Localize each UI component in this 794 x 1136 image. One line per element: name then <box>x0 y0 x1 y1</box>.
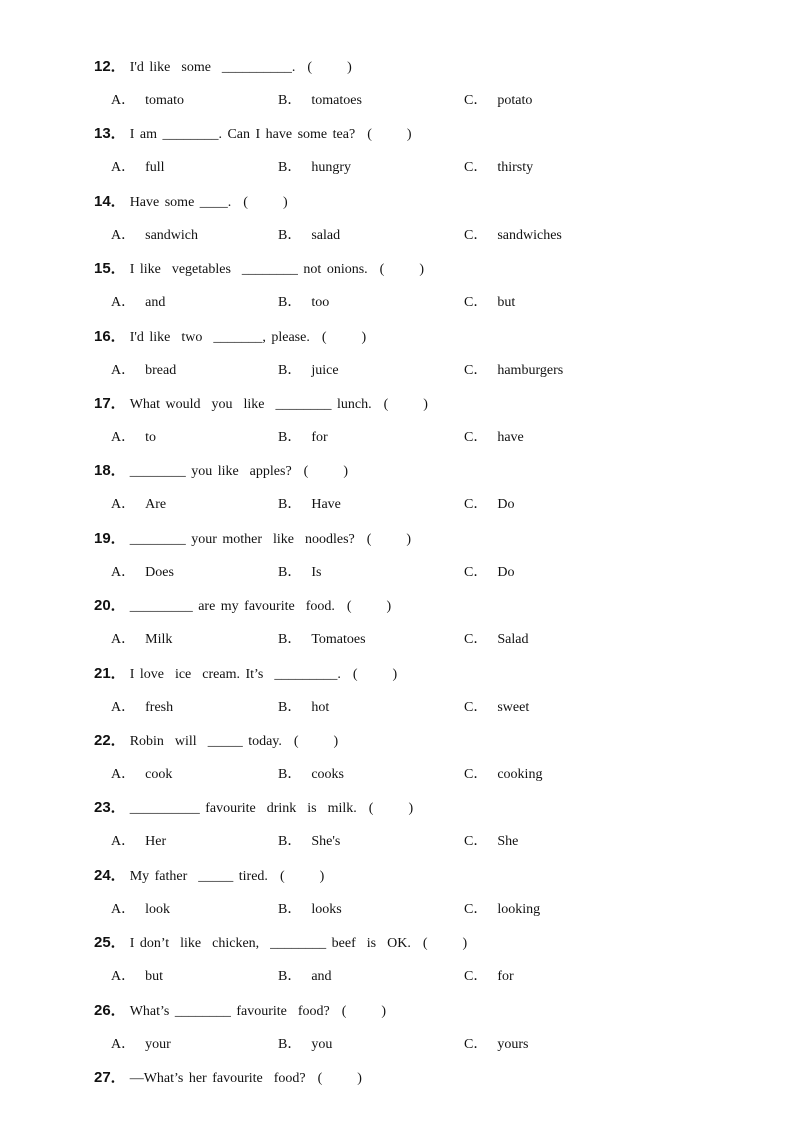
answer-blank[interactable]: ( ) <box>366 532 412 547</box>
answer-blank[interactable]: ( ) <box>321 330 367 345</box>
option-text: She <box>497 834 519 849</box>
question-number: 24． <box>94 867 126 884</box>
question-block <box>0 190 794 260</box>
option-c[interactable] <box>464 156 533 180</box>
option-text: cooking <box>497 767 543 782</box>
option-letter: C． <box>464 969 488 984</box>
option-a[interactable] <box>111 426 156 450</box>
option-text: fresh <box>145 700 174 715</box>
option-letter: B． <box>278 1037 302 1052</box>
question-text: ________ you like apples? <box>129 464 292 479</box>
option-a[interactable] <box>111 628 172 652</box>
option-b[interactable] <box>278 830 340 854</box>
question-line <box>94 527 411 551</box>
option-letter: B． <box>278 767 302 782</box>
option-letter: B． <box>278 632 302 647</box>
option-b[interactable] <box>278 763 344 787</box>
option-text: cook <box>145 767 173 782</box>
question-text: I'd like two _______, please. <box>129 330 310 345</box>
question-text: ________ your mother like noodles? <box>129 532 355 547</box>
option-text: Are <box>145 497 167 512</box>
option-a[interactable] <box>111 830 166 854</box>
option-text: yours <box>497 1037 529 1052</box>
question-block <box>0 864 794 934</box>
option-letter: A． <box>111 969 136 984</box>
option-c[interactable] <box>464 359 563 383</box>
option-a[interactable] <box>111 89 184 113</box>
option-letter: A． <box>111 632 136 647</box>
option-text: but <box>145 969 164 984</box>
question-line <box>94 392 428 416</box>
question-number: 26． <box>94 1002 126 1019</box>
question-block <box>0 662 794 732</box>
option-letter: A． <box>111 295 136 310</box>
question-line <box>94 594 391 618</box>
option-text: sandwich <box>145 228 199 243</box>
option-a[interactable] <box>111 291 165 315</box>
question-line <box>94 662 397 686</box>
option-letter: A． <box>111 1037 136 1052</box>
option-c[interactable] <box>464 628 528 652</box>
option-c[interactable] <box>464 561 514 585</box>
option-text: your <box>145 1037 171 1052</box>
option-b[interactable] <box>278 426 328 450</box>
question-line <box>94 999 386 1023</box>
question-number: 27． <box>94 1069 126 1086</box>
option-b[interactable] <box>278 628 366 652</box>
answer-blank[interactable]: ( ) <box>243 195 288 210</box>
option-text: She's <box>311 834 341 849</box>
option-text: Salad <box>497 632 529 647</box>
question-text: I like vegetables ________ not onions. <box>129 262 368 277</box>
option-letter: B． <box>278 160 302 175</box>
question-line <box>94 729 338 753</box>
option-letter: A． <box>111 565 136 580</box>
question-block <box>0 999 794 1069</box>
option-a[interactable] <box>111 561 174 585</box>
option-text: and <box>311 969 332 984</box>
question-number: 17． <box>94 395 126 412</box>
option-letter: C． <box>464 834 488 849</box>
option-b[interactable] <box>278 493 341 517</box>
option-text: to <box>145 430 157 445</box>
question-text: _________ are my favourite food. <box>129 599 335 614</box>
option-text: look <box>145 902 171 917</box>
option-text: juice <box>311 363 339 378</box>
option-text: hamburgers <box>497 363 564 378</box>
question-line <box>94 55 352 79</box>
option-b[interactable] <box>278 561 321 585</box>
option-a[interactable] <box>111 898 170 922</box>
answer-blank[interactable]: ( ) <box>307 60 352 75</box>
option-text: full <box>145 160 165 175</box>
option-text: potato <box>497 93 533 108</box>
option-text: looks <box>311 902 342 917</box>
question-block <box>0 594 794 664</box>
option-a[interactable] <box>111 965 163 989</box>
option-text: have <box>497 430 524 445</box>
option-b[interactable] <box>278 224 340 248</box>
option-letter: C． <box>464 632 488 647</box>
answer-blank[interactable]: ( ) <box>422 936 468 951</box>
option-letter: C． <box>464 700 488 715</box>
option-letter: B． <box>278 700 302 715</box>
option-b[interactable] <box>278 696 329 720</box>
question-block <box>0 796 794 866</box>
option-letter: C． <box>464 767 488 782</box>
option-c[interactable] <box>464 493 514 517</box>
option-letter: A． <box>111 228 136 243</box>
option-letter: C． <box>464 565 488 580</box>
option-letter: B． <box>278 430 302 445</box>
option-letter: C． <box>464 228 488 243</box>
question-block <box>0 1066 794 1136</box>
option-a[interactable] <box>111 696 173 720</box>
option-letter: C． <box>464 295 488 310</box>
question-text: I love ice cream. It’s _________. <box>129 667 341 682</box>
option-letter: B． <box>278 565 302 580</box>
question-text: I'd like some __________. <box>129 60 296 75</box>
option-c[interactable] <box>464 830 518 854</box>
option-letter: C． <box>464 1037 488 1052</box>
option-letter: C． <box>464 902 488 917</box>
option-a[interactable] <box>111 493 166 517</box>
option-c[interactable] <box>464 224 562 248</box>
question-line <box>94 1066 362 1090</box>
option-text: salad <box>311 228 341 243</box>
option-letter: B． <box>278 228 302 243</box>
question-text: What would you like ________ lunch. <box>129 397 372 412</box>
question-line <box>94 122 412 146</box>
question-line <box>94 257 424 281</box>
option-c[interactable] <box>464 89 532 113</box>
option-text: thirsty <box>497 160 534 175</box>
question-number: 13． <box>94 125 126 142</box>
option-letter: C． <box>464 430 488 445</box>
option-letter: B． <box>278 93 302 108</box>
option-letter: A． <box>111 160 136 175</box>
option-text: tomatoes <box>311 93 362 108</box>
answer-blank[interactable]: ( ) <box>279 869 325 884</box>
question-number: 12． <box>94 58 126 75</box>
option-letter: A． <box>111 93 136 108</box>
question-line <box>94 796 413 820</box>
question-block <box>0 729 794 799</box>
option-text: but <box>497 295 516 310</box>
question-line <box>94 190 288 214</box>
question-line <box>94 325 366 349</box>
option-c[interactable] <box>464 965 514 989</box>
option-text: sandwiches <box>497 228 562 243</box>
option-text: bread <box>145 363 177 378</box>
option-b[interactable] <box>278 898 342 922</box>
option-text: and <box>145 295 166 310</box>
option-text: Do <box>497 565 515 580</box>
option-text: Milk <box>145 632 173 647</box>
option-text: looking <box>497 902 541 917</box>
option-text: you <box>311 1037 333 1052</box>
option-text: sweet <box>497 700 530 715</box>
option-text: hungry <box>311 160 352 175</box>
option-a[interactable] <box>111 156 165 180</box>
option-text: hot <box>311 700 330 715</box>
option-letter: B． <box>278 363 302 378</box>
question-number: 15． <box>94 260 126 277</box>
answer-blank[interactable]: ( ) <box>341 1004 387 1019</box>
answer-blank[interactable]: ( ) <box>317 1071 362 1086</box>
option-letter: A． <box>111 700 136 715</box>
answer-blank[interactable]: ( ) <box>303 464 348 479</box>
option-letter: A． <box>111 834 136 849</box>
answer-blank[interactable]: ( ) <box>383 397 428 412</box>
question-number: 19． <box>94 530 126 547</box>
question-number: 18． <box>94 462 126 479</box>
option-letter: B． <box>278 497 302 512</box>
question-number: 20． <box>94 597 126 614</box>
question-line <box>94 864 324 888</box>
option-letter: A． <box>111 902 136 917</box>
question-line <box>94 459 348 483</box>
option-text: too <box>311 295 330 310</box>
option-letter: A． <box>111 497 136 512</box>
question-text: What’s ________ favourite food? <box>129 1004 330 1019</box>
option-letter: A． <box>111 430 136 445</box>
question-number: 22． <box>94 732 126 749</box>
option-letter: C． <box>464 93 488 108</box>
option-b[interactable] <box>278 156 351 180</box>
answer-blank[interactable]: ( ) <box>293 734 339 749</box>
question-line <box>94 931 467 955</box>
option-text: tomato <box>145 93 185 108</box>
question-text: I don’t like chicken, ________ beef is OK. <box>129 936 411 951</box>
option-b[interactable] <box>278 359 339 383</box>
option-text: for <box>311 430 328 445</box>
question-block <box>0 931 794 1001</box>
question-text: Have some ____. <box>129 195 232 210</box>
option-a[interactable] <box>111 224 198 248</box>
option-c[interactable] <box>464 291 515 315</box>
option-text: Have <box>311 497 341 512</box>
option-c[interactable] <box>464 763 542 787</box>
answer-blank[interactable]: ( ) <box>367 127 412 142</box>
option-c[interactable] <box>464 426 524 450</box>
option-b[interactable] <box>278 89 362 113</box>
option-text: for <box>497 969 514 984</box>
option-text: Do <box>497 497 515 512</box>
question-block <box>0 459 794 529</box>
option-text: Is <box>311 565 322 580</box>
question-block <box>0 325 794 395</box>
option-c[interactable] <box>464 1033 528 1057</box>
option-letter: B． <box>278 969 302 984</box>
option-a[interactable] <box>111 763 172 787</box>
answer-blank[interactable]: ( ) <box>352 667 398 682</box>
question-block <box>0 392 794 462</box>
option-letter: C． <box>464 160 488 175</box>
question-block <box>0 55 794 125</box>
option-letter: C． <box>464 497 488 512</box>
option-text: Does <box>145 565 174 580</box>
option-letter: B． <box>278 834 302 849</box>
question-number: 14． <box>94 193 126 210</box>
option-letter: A． <box>111 767 136 782</box>
option-b[interactable] <box>278 291 329 315</box>
question-text: Robin will _____ today. <box>129 734 282 749</box>
option-a[interactable] <box>111 1033 171 1057</box>
option-letter: B． <box>278 902 302 917</box>
option-a[interactable] <box>111 359 176 383</box>
option-letter: C． <box>464 363 488 378</box>
question-text: My father _____ tired. <box>129 869 268 884</box>
question-number: 23． <box>94 799 126 816</box>
question-text: I am ________. Can I have some tea? <box>129 127 356 142</box>
question-text: __________ favourite drink is milk. <box>129 801 357 816</box>
question-number: 21． <box>94 665 126 682</box>
question-text: —What’s her favourite food? <box>129 1071 306 1086</box>
option-text: Tomatoes <box>311 632 366 647</box>
option-c[interactable] <box>464 696 529 720</box>
option-b[interactable] <box>278 965 332 989</box>
answer-blank[interactable]: ( ) <box>368 801 414 816</box>
answer-blank[interactable]: ( ) <box>346 599 392 614</box>
option-text: cooks <box>311 767 345 782</box>
option-b[interactable] <box>278 1033 332 1057</box>
option-letter: B． <box>278 295 302 310</box>
question-number: 25． <box>94 934 126 951</box>
question-block <box>0 257 794 327</box>
question-block <box>0 527 794 597</box>
option-c[interactable] <box>464 898 540 922</box>
question-number: 16． <box>94 328 126 345</box>
option-letter: A． <box>111 363 136 378</box>
option-text: Her <box>145 834 167 849</box>
answer-blank[interactable]: ( ) <box>379 262 424 277</box>
question-block <box>0 122 794 192</box>
